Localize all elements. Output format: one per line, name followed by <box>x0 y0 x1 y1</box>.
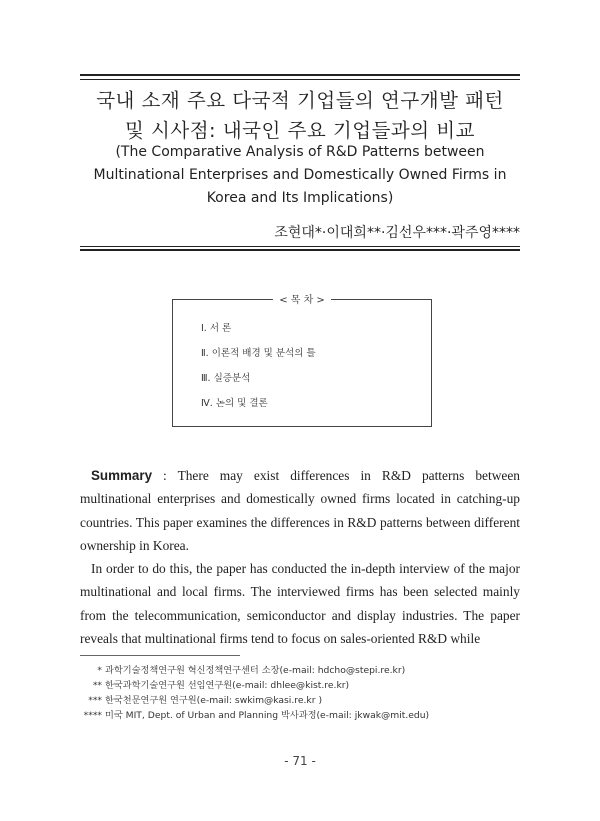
footnote-divider <box>80 655 240 656</box>
toc-item: Ⅳ. 논의 및 결론 <box>201 398 268 409</box>
author-list: 조현대*·이대희**·김선우***·곽주영**** <box>274 225 520 241</box>
korean-title-line-2: 및 시사점: 내국인 주요 기업들과의 비교 <box>125 119 475 142</box>
table-of-contents-box <box>172 295 432 427</box>
footnote: * 과학기술정책연구원 혁신정책연구센터 소장(e-mail: hdcho@stepi.re.kr) <box>97 665 406 676</box>
title-top-rule-thin <box>80 79 520 80</box>
footnote: **** 미국 MIT, Dept. of Urban and Planning 박사과정(e-mail: jkwak@mit.edu) <box>83 710 430 721</box>
title-bottom-rule-thick <box>80 249 520 251</box>
korean-title-line-1: 국내 소재 주요 다국적 기업들의 연구개발 패턴 <box>96 89 504 112</box>
toc-heading: < 목 차 > <box>173 291 431 306</box>
toc-item: Ⅲ. 실증분석 <box>201 373 251 384</box>
english-title-line-1: (The Comparative Analysis of R&D Patterns between <box>115 144 485 160</box>
title-top-rule-thick <box>80 74 520 76</box>
summary-label: Summary <box>91 468 153 483</box>
toc-item: Ⅱ. 이론적 배경 및 분석의 틀 <box>201 348 316 359</box>
toc-item: Ⅰ. 서 론 <box>201 323 232 334</box>
footnote: ** 한국과학기술연구원 선임연구원(e-mail: dhlee@kist.re.kr) <box>92 680 350 691</box>
footnote: *** 한국천문연구원 연구원(e-mail: swkim@kasi.re.kr ) <box>88 695 323 706</box>
summary-paragraph-2: In order to do this, the paper has conducted the in-depth interview of the major multinational and local firms. The interviewed firms has been selected mainly from the telecommunication, semiconductor and display industries. The paper reveals that multinational firms tend to focus on sales-oriented R&D while <box>80 561 520 647</box>
title-bottom-rule-thin <box>80 246 520 247</box>
summary-paragraph-1: Summary : There may exist differences in R&D patterns between multinational enterprises and domestically owned firms located in catching-up countries. This paper examines the differences in R&D patterns between different ownership in Korea. <box>80 468 520 554</box>
english-title-line-2: Multinational Enterprises and Domestically Owned Firms in <box>93 167 507 183</box>
footnotes <box>80 663 429 723</box>
english-title-line-3: Korea and Its Implications) <box>206 190 394 206</box>
page-number: - 71 - <box>284 754 316 768</box>
